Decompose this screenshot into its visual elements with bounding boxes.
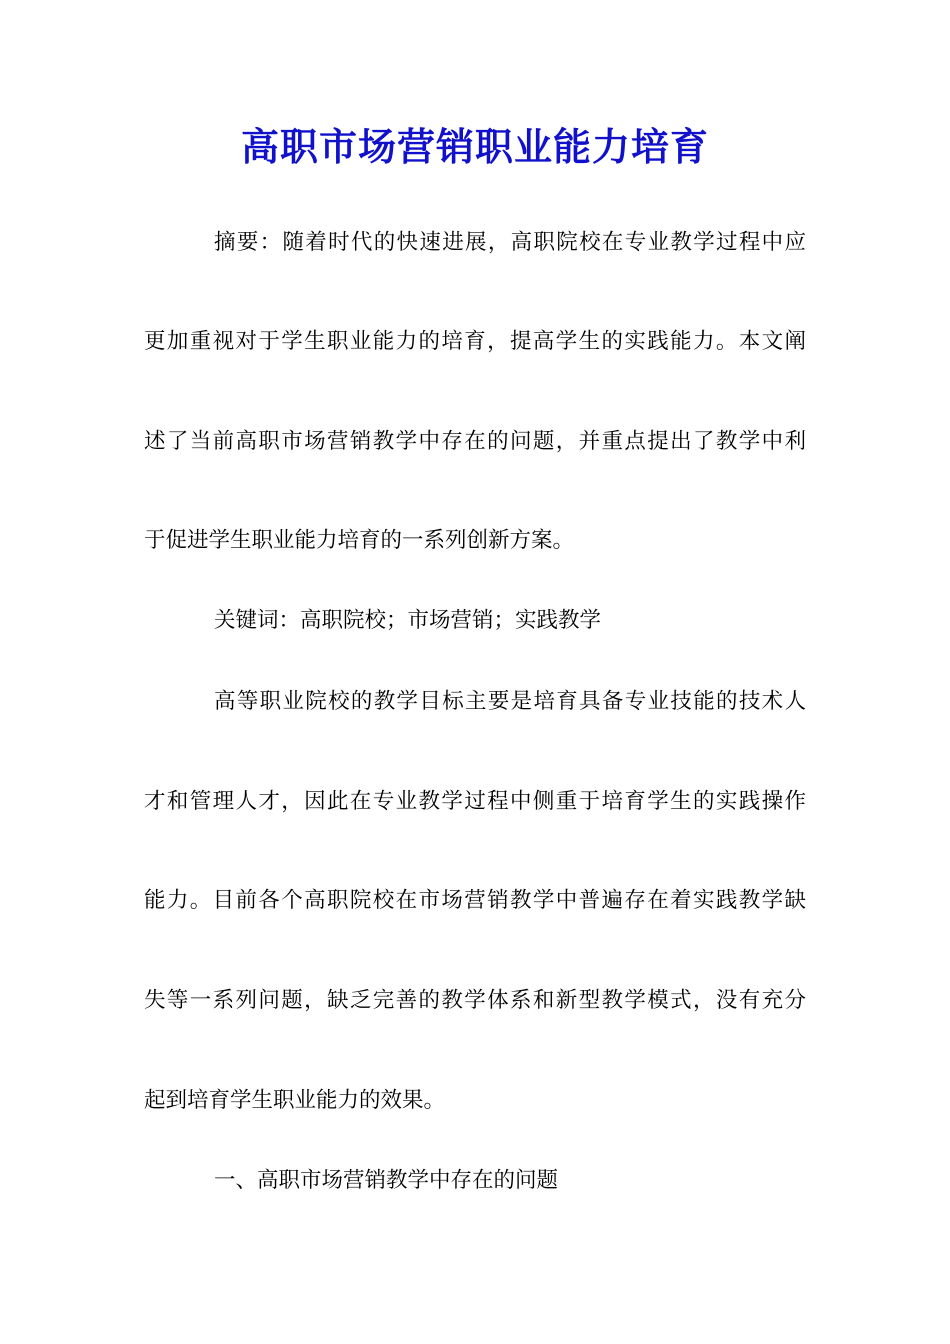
intro-line-2: 才和管理人才，因此在专业教学过程中侧重于培育学生的实践操作 <box>144 789 806 814</box>
keywords-line: 关键词：高职院校；市场营销；实践教学 <box>214 608 602 633</box>
abstract-line-2: 更加重视对于学生职业能力的培育，提高学生的实践能力。本文阐 <box>144 329 806 354</box>
abstract-line-1: 摘要：随着时代的快速进展，高职院校在专业教学过程中应 <box>214 230 806 255</box>
intro-line-1: 高等职业院校的教学目标主要是培育具备专业技能的技术人 <box>214 689 806 714</box>
intro-line-5: 起到培育学生职业能力的效果。 <box>144 1088 446 1113</box>
section-heading: 一、高职市场营销教学中存在的问题 <box>214 1168 559 1193</box>
abstract-line-3: 述了当前高职市场营销教学中存在的问题，并重点提出了教学中利 <box>144 429 806 454</box>
intro-line-3: 能力。目前各个高职院校在市场营销教学中普遍存在着实践教学缺 <box>144 888 806 913</box>
document-title: 高职市场营销职业能力培育 <box>240 124 709 169</box>
intro-line-4: 失等一系列问题，缺乏完善的教学体系和新型教学模式，没有充分 <box>144 988 806 1013</box>
abstract-line-4: 于促进学生职业能力培育的一系列创新方案。 <box>144 528 575 553</box>
